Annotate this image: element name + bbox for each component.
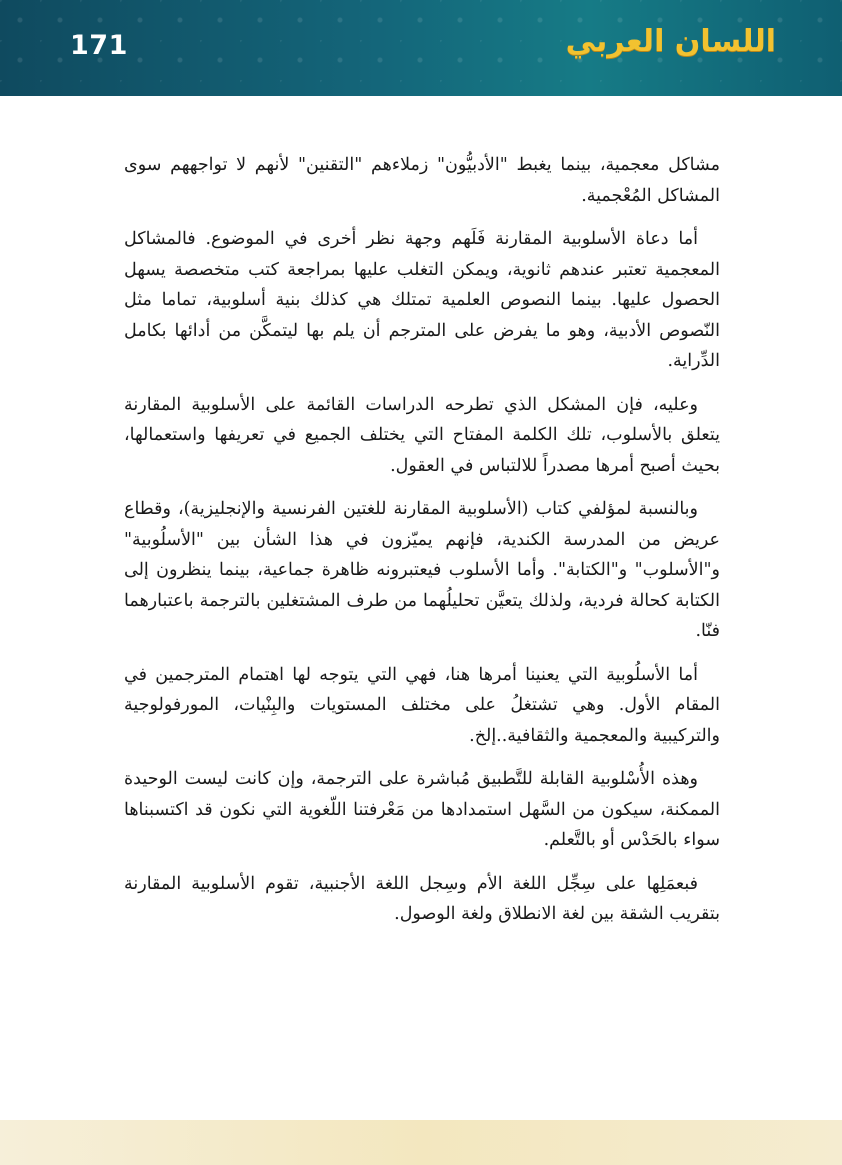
paragraph-6: وهذه الأُسْلوبية القابلة للتَّطبيق مُباشرة على الترجمة، وإن كانت ليست الوحيدة الممكنة، سيكون من السَّهل استمدادها من مَعْرفتنا اللّغوية التي نكون قد اكتسبناها سواء بالحَدْس أو بالتَّعلم. [124,769,720,850]
page-header [0,0,842,96]
journal-logo: اللسان العربي [565,24,776,59]
page-number: 171 [70,30,128,61]
paragraph-5: أما الأسلُوبية التي يعنينا أمرها هنا، فهي التي يتوجه لها اهتمام المترجمين في المقام الأول. وهي تشتغلُ على مختلف المستويات والبِنْيات، المورفولوجية والتركيبية والمعجمية والثقافية..إلخ. [124,664,720,746]
paragraph-7: فبعمَلِها على سِجِّل اللغة الأم وسِجل اللغة الأجنبية، تقوم الأسلوبية المقارنة بتقريب الشقة بين لغة الانطلاق ولغة الوصول. [124,873,720,924]
paragraph-1: مشاكل معجمية، بينما يغبط "الأدبيُّون" زملاءهم "التقنين" لأنهم لا تواجههم سوى المشاكل المُعْجمية. [124,155,720,206]
paragraph-2: أما دعاة الأسلوبية المقارنة فَلَهم وجهة نظر أخرى في الموضوع. فالمشاكل المعجمية تعتبر عندهم ثانوية، ويمكن التغلب عليها بمراجعة كتب متخصصة يسهل الحصول عليها. بينما النصوص العلمية تمتلك هي كذلك بنية أسلوبية، تماما مثل النّصوص الأدبية، وهو ما يفرض على المترجم أن يلم بها ليتمكَّن من أدائها بكامل الدِّراية. [124,229,720,371]
paragraph-3: وعليه، فإن المشكل الذي تطرحه الدراسات القائمة على الأسلوبية المقارنة يتعلق بالأسلوب، تلك الكلمة المفتاح التي يختلف الجميع في تعريفها واستعمالها، بحيث أصبح أمرها مصدراً للالتباس في العقول. [124,394,720,476]
article-body [124,150,720,943]
page-footer-band [0,1120,842,1165]
paragraph-4: وبالنسبة لمؤلفي كتاب (الأسلوبية المقارنة للغتين الفرنسية والإنجليزية)، وقطاع عريض من المدرسة الكندية، فإنهم يميّزون في هذا الشأن بين "الأسلُوبية" و"الأسلوب" و"الكتابة". وأما الأسلوب فيعتبرونه ظاهرة جماعية، بينما ينظرون إلى الكتابة كحالة فردية، ولذلك يتعيَّن تحليلُهما من طرف المشتغلين بالترجمة باعتبارهما فنّا. [124,499,720,641]
